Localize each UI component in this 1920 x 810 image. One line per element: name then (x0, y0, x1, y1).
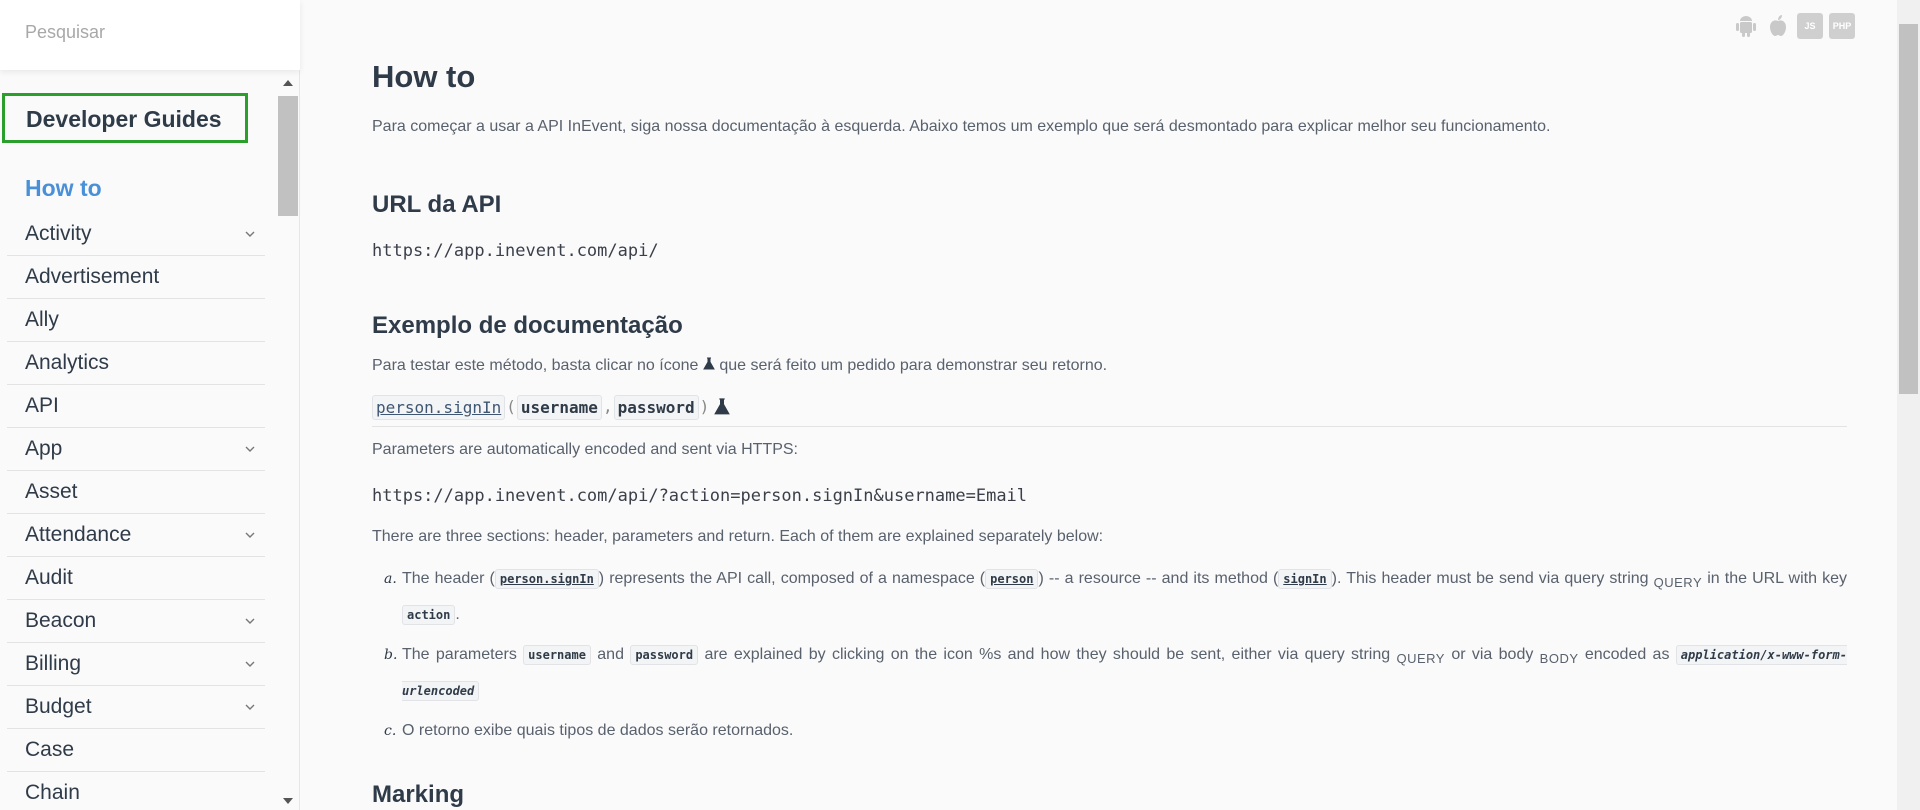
sidebar-item-chain[interactable] (7, 772, 265, 810)
query-tag: QUERY (1653, 575, 1703, 590)
code-username: username (523, 645, 591, 665)
encoded-text: Parameters are automatically encoded and sent via HTTPS: (372, 441, 798, 458)
sidebar-item-api[interactable] (7, 385, 265, 428)
chevron-down-icon (243, 442, 257, 456)
flask-icon[interactable] (714, 397, 730, 417)
sidebar-item-activity[interactable] (7, 213, 265, 256)
query-tag: QUERY (1396, 651, 1445, 666)
list-item (384, 639, 1847, 707)
sidebar-item-attendance[interactable] (7, 514, 265, 557)
code-content-type: application/x-www-form-urlencoded (402, 645, 1847, 701)
method-name-link[interactable]: person.signIn (372, 395, 505, 420)
url-heading: URL da API (372, 191, 502, 218)
request-url: https://app.inevent.com/api/?action=person.signIn&username=Email (372, 486, 1028, 506)
sidebar-item-label: App (25, 437, 63, 460)
text-span: The parameters (402, 646, 517, 663)
sidebar-item-label: Beacon (25, 609, 97, 632)
text-span: are explained by clicking on the icon %s and how they should be sent, either via query string (704, 646, 1391, 663)
main-content (302, 0, 1897, 810)
sidebar-item-label: Billing (25, 652, 82, 675)
text-span: ). This header must be send via query string (1331, 570, 1649, 587)
code-signin[interactable]: signIn (1278, 569, 1331, 589)
example-text-after: que será feito um pedido para demonstrar seu retorno. (719, 357, 1108, 374)
list-item (384, 563, 1847, 631)
flask-icon (703, 357, 715, 371)
chevron-down-icon (243, 657, 257, 671)
sidebar-item-app[interactable] (7, 428, 265, 471)
list-marker: a. (384, 571, 397, 587)
page-title: How to (372, 59, 476, 94)
sidebar-item-label: Budget (25, 695, 92, 718)
sidebar-item-advertisement[interactable] (7, 256, 265, 299)
body-tag: BODY (1539, 651, 1579, 666)
platform-switcher (1733, 13, 1855, 39)
search-input[interactable] (25, 22, 275, 43)
close-paren: ) (699, 397, 710, 416)
scroll-up-arrow-icon[interactable] (283, 80, 293, 86)
text-span: in the URL with key (1707, 570, 1847, 587)
comma: , (602, 397, 613, 416)
php-icon[interactable]: PHP (1829, 13, 1855, 39)
sidebar-item-label: Asset (25, 480, 78, 503)
method-signature (372, 395, 1847, 427)
sidebar-nav (7, 213, 265, 810)
text-span: O retorno exibe quais tipos de dados serão retornados. (402, 722, 794, 739)
api-url: https://app.inevent.com/api/ (372, 241, 659, 261)
param-password[interactable]: password (614, 395, 699, 420)
code-password: password (630, 645, 698, 665)
main-scroll-thumb[interactable] (1899, 24, 1918, 394)
text-span: encoded as (1584, 646, 1670, 663)
list-marker: c. (384, 723, 397, 739)
sidebar-item-label: Case (25, 738, 75, 761)
marking-heading: Marking (372, 781, 465, 808)
chevron-down-icon (243, 614, 257, 628)
text-span: The header ( (402, 570, 495, 587)
sidebar-item-asset[interactable] (7, 471, 265, 514)
main-scrollbar[interactable] (1897, 0, 1920, 810)
example-text (372, 357, 1107, 375)
list-item (384, 715, 1847, 747)
intro-text: Para começar a usar a API InEvent, siga nossa documentação à esquerda. Abaixo temos um exemplo que será desmontado para explicar melhor seu funcionamento. (372, 118, 1551, 135)
chevron-down-icon (243, 528, 257, 542)
example-heading: Exemplo de documentação (372, 312, 683, 339)
sidebar-item-how-to[interactable]: How to (25, 175, 102, 201)
scroll-down-arrow-icon[interactable] (283, 798, 293, 804)
sidebar-item-billing[interactable] (7, 643, 265, 686)
chevron-down-icon (243, 227, 257, 241)
sidebar-item-budget[interactable] (7, 686, 265, 729)
search-box (0, 0, 300, 70)
sidebar-item-beacon[interactable] (7, 600, 265, 643)
android-icon[interactable] (1733, 13, 1759, 39)
sidebar-item-audit[interactable] (7, 557, 265, 600)
sidebar-item-label: Chain (25, 781, 80, 804)
sidebar-item-label: Analytics (25, 351, 110, 374)
sidebar-scroll-thumb[interactable] (278, 96, 298, 216)
open-paren: ( (506, 397, 516, 416)
example-text-before: Para testar este método, basta clicar no ícone (372, 357, 699, 374)
developer-guides-header[interactable]: Developer Guides (2, 93, 248, 143)
sidebar-item-label: Ally (25, 308, 59, 331)
sidebar-item-label: Activity (25, 222, 92, 245)
js-icon[interactable]: JS (1797, 13, 1823, 39)
param-username[interactable]: username (517, 395, 602, 420)
code-person[interactable]: person (985, 569, 1038, 589)
apple-icon[interactable] (1765, 13, 1791, 39)
chevron-down-icon (243, 700, 257, 714)
sidebar-item-analytics[interactable] (7, 342, 265, 385)
sidebar-item-label: API (25, 394, 59, 417)
text-span: . (455, 606, 460, 623)
code-person-signin[interactable]: person.signIn (495, 569, 599, 589)
sections-text: There are three sections: header, parameters and return. Each of them are explained separately below: (372, 528, 1104, 545)
sidebar-item-ally[interactable] (7, 299, 265, 342)
sections-list (384, 563, 1847, 747)
sidebar-scrollbar[interactable] (277, 78, 299, 810)
sidebar (0, 0, 300, 810)
text-span: and (597, 646, 624, 663)
text-span: ) -- a resource -- and its method ( (1038, 570, 1279, 587)
code-action: action (402, 605, 455, 625)
sidebar-item-label: Advertisement (25, 265, 160, 288)
text-span: or via body (1451, 646, 1534, 663)
sidebar-item-label: Attendance (25, 523, 132, 546)
sidebar-item-case[interactable] (7, 729, 265, 772)
text-span: ) represents the API call, composed of a namespace ( (598, 570, 986, 587)
list-marker: b. (384, 647, 398, 663)
sidebar-item-label: Audit (25, 566, 73, 589)
